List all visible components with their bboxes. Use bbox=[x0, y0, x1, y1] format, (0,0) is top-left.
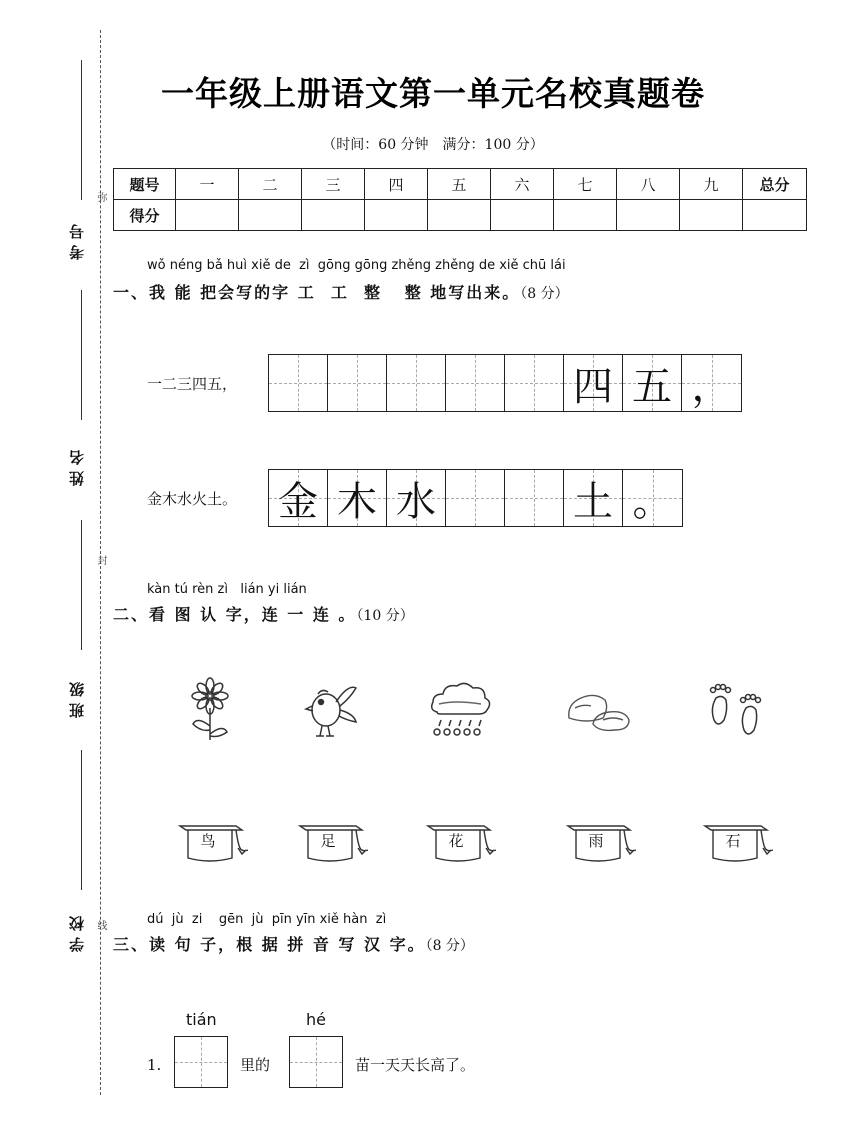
q1-line1-prompt: 一二三四五， bbox=[147, 375, 238, 393]
writing-cell[interactable] bbox=[328, 355, 387, 411]
q1-title-text: 一、我 能 把会写的字 工 工 整 整 地写出来。 bbox=[113, 283, 521, 302]
q3-middle-text: 里的 bbox=[240, 1056, 271, 1074]
cap-char-text: 雨 bbox=[588, 832, 604, 850]
score-table-header-row bbox=[114, 169, 807, 200]
writing-cell[interactable] bbox=[446, 355, 505, 411]
score-entry-cell[interactable] bbox=[428, 200, 491, 231]
table-cell: 七 bbox=[554, 169, 617, 200]
exam-no-label: 考号 bbox=[68, 218, 86, 260]
q3-title-text: 三、读 句 子，根 据 拼 音 写 汉 字。 bbox=[113, 935, 426, 954]
table-cell: 题号 bbox=[114, 169, 176, 200]
page-subtitle: （时间：60 分钟 满分：100 分） bbox=[322, 137, 544, 153]
table-cell: 一 bbox=[176, 169, 239, 200]
writing-cell[interactable]: 土 bbox=[564, 470, 623, 526]
seal-char-2: 封 bbox=[95, 555, 106, 565]
score-entry-cell[interactable] bbox=[302, 200, 365, 231]
q2-title-text: 二、看 图 认 字，连 一 连 。 bbox=[113, 605, 357, 624]
q3-title bbox=[113, 932, 474, 955]
writing-cell[interactable]: ， bbox=[682, 355, 741, 411]
score-entry-cell[interactable] bbox=[176, 200, 239, 231]
table-cell: 六 bbox=[491, 169, 554, 200]
writing-cell[interactable] bbox=[505, 355, 564, 411]
footprints-icon[interactable] bbox=[700, 674, 770, 744]
seal-char-1: 弥 bbox=[95, 192, 106, 202]
table-cell: 三 bbox=[302, 169, 365, 200]
cap-char-text: 鸟 bbox=[200, 832, 216, 850]
score-table-score-row bbox=[114, 200, 807, 231]
name-label: 姓名 bbox=[68, 444, 86, 486]
writing-cell[interactable]: 金 bbox=[269, 470, 328, 526]
stone-icon[interactable] bbox=[563, 674, 633, 744]
char-cap[interactable] bbox=[701, 818, 777, 868]
q3-score: （8 分） bbox=[425, 938, 474, 954]
score-entry-cell[interactable] bbox=[680, 200, 743, 231]
writing-cell[interactable] bbox=[269, 355, 328, 411]
writing-cell[interactable] bbox=[387, 355, 446, 411]
writing-cell[interactable] bbox=[446, 470, 505, 526]
q3-pinyin-1: tián bbox=[186, 1010, 217, 1029]
class-line bbox=[81, 520, 82, 650]
char-cap[interactable] bbox=[424, 818, 500, 868]
writing-cell[interactable]: 水 bbox=[387, 470, 446, 526]
writing-cell[interactable]: 五 bbox=[623, 355, 682, 411]
q3-item-number: 1. bbox=[147, 1056, 162, 1074]
score-entry-cell[interactable] bbox=[617, 200, 680, 231]
cap-char-text: 石 bbox=[725, 832, 741, 850]
page-title: 一年级上册语文第一单元名校真题卷 bbox=[161, 74, 705, 113]
table-cell: 八 bbox=[617, 169, 680, 200]
writing-cell[interactable]: 四 bbox=[564, 355, 623, 411]
table-cell: 五 bbox=[428, 169, 491, 200]
table-cell: 四 bbox=[365, 169, 428, 200]
char-cap[interactable] bbox=[564, 818, 640, 868]
cap-char-text: 花 bbox=[448, 832, 464, 850]
table-cell: 得分 bbox=[114, 200, 176, 231]
rain-cloud-icon[interactable] bbox=[425, 674, 495, 744]
q3-tail-text: 苗一天天长高了。 bbox=[355, 1056, 476, 1074]
score-entry-cell[interactable] bbox=[365, 200, 428, 231]
school-label: 学校 bbox=[68, 910, 86, 952]
char-cap[interactable] bbox=[296, 818, 372, 868]
q1-line2-prompt: 金木水火土。 bbox=[147, 490, 238, 508]
q1-title bbox=[113, 280, 569, 303]
table-cell: 总分 bbox=[743, 169, 807, 200]
cap-char-text: 足 bbox=[320, 832, 336, 850]
score-entry-cell[interactable] bbox=[554, 200, 617, 231]
table-cell: 二 bbox=[239, 169, 302, 200]
score-entry-cell[interactable] bbox=[491, 200, 554, 231]
table-cell: 九 bbox=[680, 169, 743, 200]
writing-cell[interactable]: 木 bbox=[328, 470, 387, 526]
q1-score: （8 分） bbox=[520, 286, 569, 302]
bird-icon[interactable] bbox=[296, 674, 366, 744]
score-entry-cell[interactable] bbox=[239, 200, 302, 231]
q1-line1-grid bbox=[268, 354, 742, 412]
hanzi-write-box[interactable] bbox=[289, 1036, 343, 1088]
q1-line2-grid bbox=[268, 469, 683, 527]
name-line bbox=[81, 290, 82, 420]
flower-icon[interactable] bbox=[175, 674, 245, 744]
school-line bbox=[81, 750, 82, 890]
score-entry-cell[interactable] bbox=[743, 200, 807, 231]
q1-pinyin: wǒ néng bǎ huì xiě de zì gōng gōng zhěng zhěng de xiě chū lái bbox=[147, 258, 566, 273]
seal-char-3: 线 bbox=[95, 920, 106, 930]
hanzi-write-box[interactable] bbox=[174, 1036, 228, 1088]
q3-pinyin-2: hé bbox=[306, 1010, 326, 1029]
q3-pinyin: dú jù zi gēn jù pīn yīn xiě hàn zì bbox=[147, 912, 387, 927]
score-table bbox=[113, 168, 807, 231]
writing-cell[interactable] bbox=[505, 470, 564, 526]
class-label: 班级 bbox=[68, 676, 86, 718]
char-cap[interactable] bbox=[176, 818, 252, 868]
q2-title bbox=[113, 602, 414, 625]
writing-cell[interactable]: 。 bbox=[623, 470, 682, 526]
q2-pinyin: kàn tú rèn zì lián yi lián bbox=[147, 582, 307, 597]
q2-score: （10 分） bbox=[356, 608, 414, 624]
